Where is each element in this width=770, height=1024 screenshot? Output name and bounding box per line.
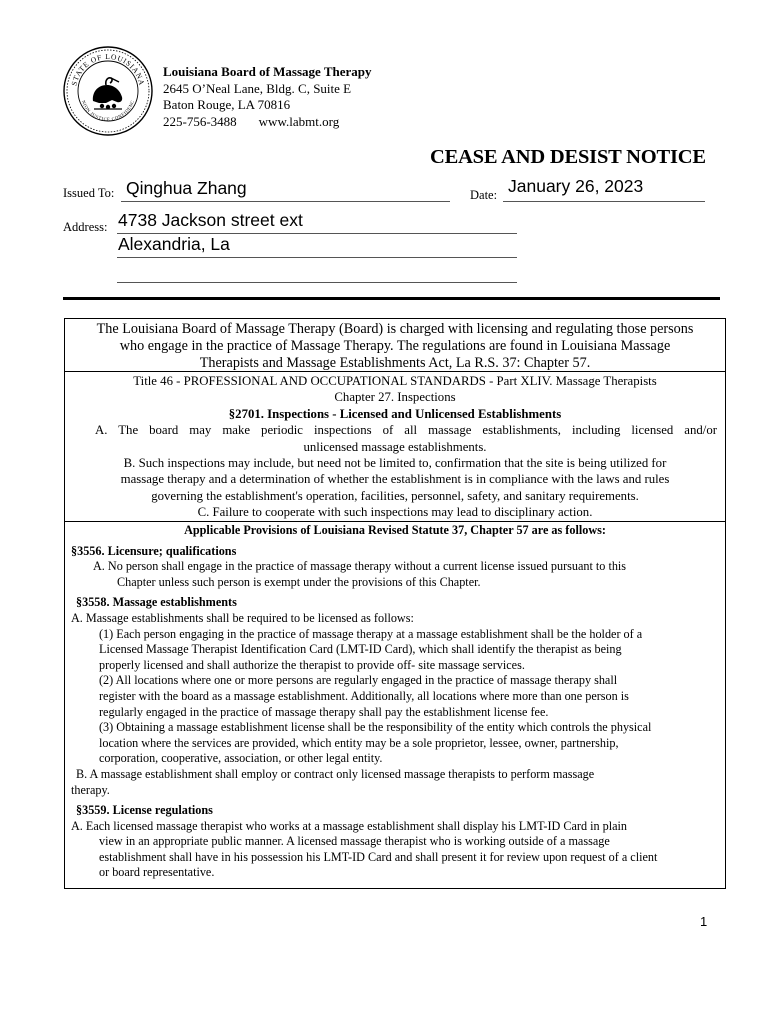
section-3556-title: §3556. Licensure; qualifications (71, 543, 237, 558)
section-3558-2-line1: (2) All locations where one or more persons are regularly engaged in the practice of massage therapy shall (99, 673, 618, 688)
address-label: Address: (63, 220, 108, 234)
phone-number: 225-756-3488 (163, 113, 237, 129)
section-3558-1-line1: (1) Each person engaging in the practice of massage therapy at a massage establishment shall be the holder of a (99, 626, 643, 641)
section-3558-3-line3: corporation, cooperative, association, or other legal entity. (99, 751, 383, 766)
louisiana-state-seal (62, 45, 154, 137)
section-3556-a-line1: A. No person shall engage in the practice of massage therapy without a current license issued pursuant to this (93, 559, 627, 574)
website-link[interactable]: www.labmt.org (258, 113, 340, 129)
title46-box (64, 371, 726, 522)
provisions-heading: Applicable Provisions of Louisiana Revised Statute 37, Chapter 57 are as follows: (184, 523, 606, 537)
section-3558-1-line3: properly licensed and shall authorize the therapist to provide off- site massage services. (99, 657, 525, 672)
svg-text:STATE OF LOUISIANA: STATE OF LOUISIANA (69, 51, 147, 87)
page-number: 1 (700, 914, 708, 929)
board-address-block (163, 64, 372, 130)
address-underline-2 (117, 257, 517, 258)
date-underline (503, 201, 705, 202)
issued-to-label: Issued To: (63, 186, 115, 200)
intro-line-2: who engage in the practice of Massage Therapy. The regulations are found in Louisiana Massage (119, 338, 671, 354)
section-2701-a-line2: unlicensed massage establishments. (303, 439, 487, 454)
section-3559-a-line4: or board representative. (99, 865, 215, 880)
section-3558-2-line3: regularly engaged in the practice of massage therapy shall pay the establishment license fee. (99, 704, 549, 719)
section-2701-b-line3: governing the establishment's operation, facilities, personnel, safety, and sanitary requirements. (151, 488, 639, 503)
section-3556-a-line2: Chapter unless such person is exempt under the provisions of this Chapter. (117, 574, 481, 589)
section-3558-b-line2: therapy. (71, 782, 110, 797)
section-3559-a-line1: A. Each licensed massage therapist who works at a massage establishment shall display his LMT-ID Card in plain (71, 818, 627, 833)
intro-line-1: The Louisiana Board of Massage Therapy (Board) is charged with licensing and regulating those persons (96, 321, 694, 337)
street-address: 2645 O’Neal Lane, Bldg. C, Suite E (163, 80, 352, 96)
date-value: January 26, 2023 (508, 176, 644, 196)
section-3558-3-line1: (3) Obtaining a massage establishment license shall be the responsibility of the entity which controls the physical (99, 720, 652, 735)
title46-heading: Title 46 - PROFESSIONAL AND OCCUPATIONAL STANDARDS - Part XLIV. Massage Therapists (133, 374, 657, 388)
section-3558-title: §3558. Massage establishments (76, 595, 237, 610)
address-line-2: Alexandria, La (118, 234, 230, 254)
intro-line-3: Therapists and Massage Establishments Act, La R.S. 37: Chapter 57. (199, 355, 591, 371)
address-underline-3 (117, 282, 517, 283)
section-2701-title: §2701. Inspections - Licensed and Unlicensed Establishments (228, 406, 562, 421)
section-divider (63, 297, 720, 300)
address-line-1: 4738 Jackson street ext (118, 210, 303, 230)
board-name: Louisiana Board of Massage Therapy (163, 64, 372, 79)
city-state-zip: Baton Rouge, LA 70816 (163, 97, 291, 112)
section-3558-a: A. Massage establishments shall be required to be licensed as follows: (71, 610, 414, 625)
section-2701-b-line1: B. Such inspections may include, but need not be limited to, confirmation that the site is being utilized for (123, 456, 667, 471)
issued-to-underline (121, 201, 450, 202)
intro-box (64, 318, 726, 372)
issued-to-value: Qinghua Zhang (126, 178, 247, 198)
provisions-box (64, 521, 726, 889)
section-2701-a-line1: A. The board may make periodic inspections of all massage establishments, including licensed and/or (95, 423, 717, 438)
section-3559-title: §3559. License regulations (76, 803, 213, 818)
date-label: Date: (470, 188, 498, 202)
section-3558-b-line1: B. A massage establishment shall employ or contract only licensed massage therapists to perform massage (76, 766, 595, 781)
section-3558-3-line2: location where the services are provided, which entity may be a sole proprietor, lessee, owner, partnership, (99, 735, 619, 750)
section-3559-a-line3: establishment shall have in his possession his LMT-ID Card and shall present it for review upon request of a client (99, 849, 658, 864)
section-3558-2-line2: register with the board as a massage establishment. Additionally, all locations where more than one person is (99, 688, 629, 703)
section-3558-1-line2: Licensed Massage Therapist Identification Card (LMT-ID Card), which shall identify the therapist as being (99, 642, 622, 657)
section-2701-b-line2: massage therapy and a determination of whether the establishment is in compliance with the laws and rules (120, 472, 670, 487)
svg-text:UNION JUSTICE CONFIDENCE: NION JUSTICE CONFIDENC (80, 99, 136, 122)
chapter-heading: Chapter 27. Inspections (334, 390, 456, 405)
section-3559-a-line2: view in an appropriate public manner. A licensed massage therapist who is working outside of a massage (99, 834, 610, 849)
notice-title: CEASE AND DESIST NOTICE (430, 146, 706, 168)
section-2701-c-line: C. Failure to cooperate with such inspections may lead to disciplinary action. (197, 505, 593, 520)
